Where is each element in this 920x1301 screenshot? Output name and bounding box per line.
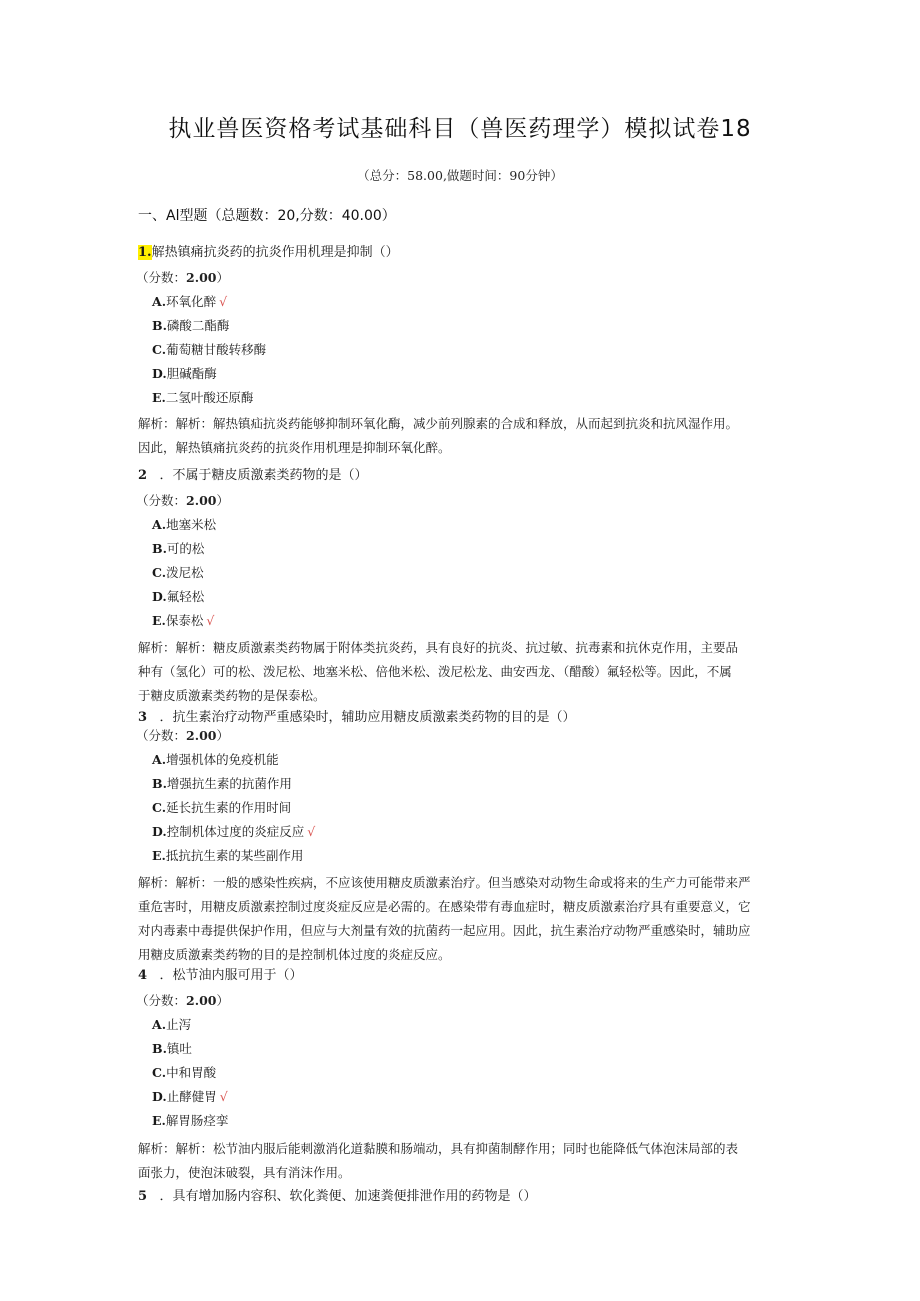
option-key: D. xyxy=(152,824,167,839)
question-1-score xyxy=(136,268,229,286)
question-4-option-d xyxy=(152,1087,228,1105)
option-key: B. xyxy=(152,318,167,333)
option-text: 控制机体过度的炎症反应 xyxy=(166,824,305,839)
question-1-option-c xyxy=(152,340,266,358)
option-key: C. xyxy=(152,342,167,357)
option-text: 止泻 xyxy=(166,1017,192,1032)
score-value: 2.00 xyxy=(186,493,217,508)
question-2-analysis xyxy=(138,636,778,708)
correct-check-icon: √ xyxy=(219,1089,228,1104)
question-text: ．不属于糖皮质激素类药物的是（） xyxy=(159,468,368,483)
analysis-line: 于糖皮质激素类药物的是保泰松。 xyxy=(138,688,326,703)
score-label: （分数： xyxy=(136,728,187,743)
question-4-option-a xyxy=(152,1015,191,1033)
question-1-stem xyxy=(138,241,399,260)
section-heading: 一、Al型题（总题数：20,分数：40.00） xyxy=(138,208,396,224)
analysis-line: 解析：解析：解热镇疝抗炎药能够抑制环氧化酶，减少前列腺素的合成和释放，从而起到抗炎和抗风湿作用。 xyxy=(138,416,739,431)
question-2-option-a xyxy=(152,515,216,533)
option-text: 泼尼松 xyxy=(166,565,204,580)
document-subtitle: （总分：58.00,做题时间：90分钟） xyxy=(357,168,563,183)
question-1-option-a xyxy=(152,292,227,310)
question-1-option-b xyxy=(152,316,229,334)
option-key: D. xyxy=(152,589,167,604)
question-2-option-e xyxy=(152,611,214,629)
option-key: A. xyxy=(152,1017,167,1032)
question-2-option-c xyxy=(152,563,204,581)
option-text: 磷酸二酯酶 xyxy=(166,318,230,333)
question-4-score xyxy=(136,991,229,1009)
score-label: （分数： xyxy=(136,993,187,1008)
option-text: 地塞米松 xyxy=(166,517,217,532)
question-2-stem xyxy=(138,464,367,483)
question-4-analysis xyxy=(138,1137,778,1185)
question-3-option-b xyxy=(152,774,292,792)
option-key: A. xyxy=(152,517,167,532)
option-key: D. xyxy=(152,1089,167,1104)
score-value: 2.00 xyxy=(186,993,217,1008)
question-text: ．具有增加肠内容积、软化粪便、加速粪便排泄作用的药物是（） xyxy=(159,1189,537,1204)
question-3-stem xyxy=(138,706,575,725)
analysis-line: 对内毒素中毒提供保护作用，但应与大剂量有效的抗菌药一起应用。因此，抗生素治疗动物严重感染时，辅助应 xyxy=(138,923,751,938)
option-text: 氟轻松 xyxy=(166,589,205,604)
question-3-option-a xyxy=(152,750,279,768)
question-3-score xyxy=(136,726,229,744)
option-key: A. xyxy=(152,294,167,309)
question-4-option-c xyxy=(152,1063,216,1081)
option-text: 解胃肠痉挛 xyxy=(165,1113,229,1128)
option-text: 增强机体的免疫机能 xyxy=(166,752,279,767)
question-number: 2 xyxy=(138,468,148,483)
option-text: 胆碱酯酶 xyxy=(166,366,217,381)
option-key: C. xyxy=(152,1065,167,1080)
option-key: D. xyxy=(152,366,167,381)
option-text: 抵抗抗生素的某些副作用 xyxy=(165,848,304,863)
question-3-option-c xyxy=(152,798,291,816)
score-label: （分数： xyxy=(136,270,187,285)
option-text: 增强抗生素的抗菌作用 xyxy=(166,776,292,791)
score-close: ） xyxy=(216,728,229,743)
option-key: E. xyxy=(152,613,166,628)
question-4-option-e xyxy=(152,1111,228,1129)
option-text: 止酵健胃 xyxy=(166,1089,217,1104)
score-value: 2.00 xyxy=(186,728,217,743)
question-text: 解热镇痛抗炎药的抗炎作用机理是抑制（） xyxy=(151,245,399,260)
option-text: 中和胃酸 xyxy=(166,1065,217,1080)
option-key: E. xyxy=(152,390,166,405)
score-close: ） xyxy=(216,993,229,1008)
option-text: 延长抗生素的作用时间 xyxy=(166,800,292,815)
question-number: 3 xyxy=(138,710,148,725)
analysis-line: 重危害时，用糖皮质激素控制过度炎症反应是必需的。在感染带有毒血症时，糖皮质激素治疗具有重要意义，它 xyxy=(138,899,751,914)
analysis-line: 解析：解析：松节油内服后能刺激消化道黏膜和肠端动，具有抑菌制酵作用；同时也能降低气体泡沫局部的表 xyxy=(138,1141,739,1156)
option-text: 可的松 xyxy=(166,541,205,556)
option-text: 环氧化醉 xyxy=(166,294,217,309)
question-1-option-e xyxy=(152,388,253,406)
question-1-analysis xyxy=(138,412,778,460)
question-3-option-e xyxy=(152,846,303,864)
analysis-line: 解析：解析：糖皮质激素类药物属于附体类抗炎药，具有良好的抗炎、抗过敏、抗毒素和抗休克作用，主要品 xyxy=(138,640,739,655)
option-key: E. xyxy=(152,1113,166,1128)
question-number: 1. xyxy=(138,245,152,260)
question-2-option-d xyxy=(152,587,204,605)
option-key: C. xyxy=(152,565,167,580)
score-value: 2.00 xyxy=(186,270,217,285)
option-text: 葡萄糖甘酸转移酶 xyxy=(166,342,267,357)
option-text: 镇吐 xyxy=(166,1041,192,1056)
correct-check-icon: √ xyxy=(307,824,316,839)
question-1-option-d xyxy=(152,364,217,382)
question-3-option-d xyxy=(152,822,315,840)
score-label: （分数： xyxy=(136,493,187,508)
correct-check-icon: √ xyxy=(219,294,228,309)
analysis-line: 面张力，使泡沫破裂，具有消沫作用。 xyxy=(138,1165,351,1180)
question-4-stem xyxy=(138,964,302,983)
score-close: ） xyxy=(216,493,229,508)
question-5-stem xyxy=(138,1185,536,1204)
question-2-option-b xyxy=(152,539,204,557)
option-key: C. xyxy=(152,800,167,815)
question-number: 5 xyxy=(138,1189,148,1204)
option-key: A. xyxy=(152,752,167,767)
question-text: ．松节油内服可用于（） xyxy=(159,968,303,983)
option-key: B. xyxy=(152,541,167,556)
option-text: 二氢叶酸还原酶 xyxy=(165,390,254,405)
question-3-analysis xyxy=(138,871,778,967)
document-title: 执业兽医资格考试基础科目（兽医药理学）模拟试卷18 xyxy=(168,116,752,142)
question-4-option-b xyxy=(152,1039,192,1057)
option-key: B. xyxy=(152,1041,167,1056)
option-text: 保泰松 xyxy=(165,613,204,628)
analysis-line: 种有（氢化）可的松、泼尼松、地塞米松、倍他米松、泼尼松龙、曲安西龙、（醋酸）氟轻松等。因此，不属 xyxy=(138,664,732,679)
option-key: B. xyxy=(152,776,167,791)
option-key: E. xyxy=(152,848,166,863)
score-close: ） xyxy=(216,270,229,285)
correct-check-icon: √ xyxy=(206,613,215,628)
analysis-line: 解析：解析：一般的感染性疾病，不应该使用糖皮质激素治疗。但当感染对动物生命或将来的生产力可能带来严 xyxy=(138,875,751,890)
analysis-line: 因此，解热镇痛抗炎药的抗炎作用机理是抑制环氧化醉。 xyxy=(138,440,451,455)
question-number: 4 xyxy=(138,968,148,983)
analysis-line: 用糖皮质激素类药物的目的是控制机体过度的炎症反应。 xyxy=(138,947,451,962)
question-text: ．抗生素治疗动物严重感染时，辅助应用糖皮质激素类药物的目的是（） xyxy=(159,710,576,725)
question-2-score xyxy=(136,491,229,509)
